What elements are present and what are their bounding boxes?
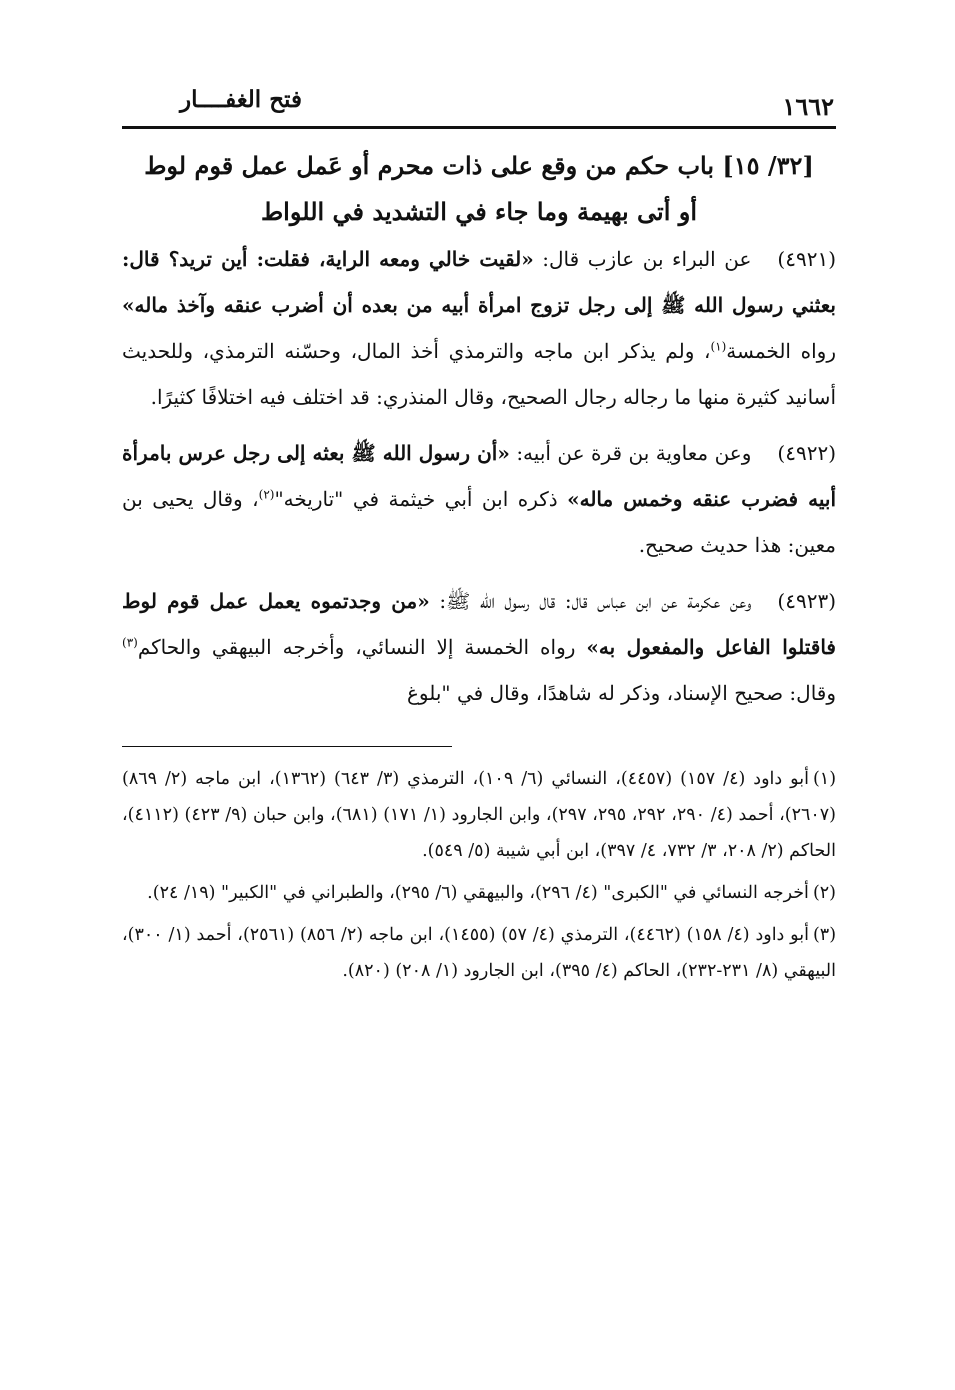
hadith-text: ذكره ابن أبي خيثمة في "تاريخه" — [274, 487, 568, 512]
footnote-2 — [122, 875, 836, 911]
footnote-reference[interactable]: (٣) — [122, 635, 138, 650]
footnote-1 — [122, 761, 836, 869]
hadith-4922 — [122, 430, 836, 568]
footnote-reference[interactable]: (٢) — [258, 487, 275, 502]
page — [122, 80, 836, 995]
hadith-text: رواه الخمسة — [726, 339, 836, 364]
hadith-quote: «أن رسول الله ﷺ بعثه إلى رجل عرس بامرأة أبيه فضرب عنقه وخمس ماله» — [122, 441, 836, 512]
chapter-title-line-1: [٣٢/ ١٥] باب حكم من وقع على ذات محرم أو عَمل عمل قوم لوط — [144, 151, 814, 180]
hadith-text: وقال: صحيح الإسناد، وذكر له شاهدًا، وقال في "بلوغ — [406, 681, 836, 706]
footnote-mark: (٢) — [812, 883, 836, 904]
hadith-quote: «من وجدتموه يعمل عمل قوم لوط فاقتلوا الفاعل والمفعول به» — [122, 589, 836, 660]
hadith-4923 — [122, 578, 836, 716]
hadith-number: (٤٩٢٢) — [777, 441, 836, 466]
chapter-heading — [122, 143, 836, 234]
footnote-text: أبو داود (٤/ ١٥٨) (٤٤٦٢)، الترمذي (٤/ ٥٧) (١٤٥٥)، ابن ماجه (٢/ ٨٥٦) (٢٥٦١)، أحمد (١/ ٣٠٠)، البيهقي (٨/ ٢٣١-٢٣٢)، الحاكم (٤/ ٣٩٥)، ابن الجارود (١/ ٢٠٨) (٨٢٠). — [122, 925, 836, 982]
footnote-separator — [122, 746, 452, 747]
page-header — [122, 80, 836, 129]
hadith-text: رواه الخمسة إلا النسائي، وأخرجه البيهقي والحاكم — [137, 635, 587, 660]
hadith-intro: عن البراء بن عازب قال: — [533, 247, 752, 272]
hadith-quote: «لقيت خالي ومعه الراية، فقلت: أين تريد؟ قال: بعثني رسول الله ﷺ إلى رجل تزوج امرأة أبيه من بعده أن أضرب عنقه وآخذ ماله» — [122, 247, 836, 318]
footnote-text: أخرجه النسائي في "الكبرى" (٤/ ٢٩٦)، والبيهقي (٦/ ٢٩٥)، والطبراني في "الكبير" (١٩/ ٢٤). — [147, 883, 809, 904]
hadith-number: (٤٩٢١) — [777, 247, 836, 272]
hadith-number: (٤٩٢٣) — [777, 589, 836, 614]
hadith-text: ، وقال يحيى بن معين: هذا حديث صحيح. — [122, 487, 836, 558]
footnote-3 — [122, 917, 836, 989]
page-number: ١٦٦٢ — [782, 92, 834, 121]
chapter-title-line-2: أو أتى بهيمة وما جاء في التشديد في اللواط — [260, 196, 698, 226]
footnote-mark: (١) — [812, 769, 837, 790]
hadith-intro: وعن عكرمة عن ابن عباس قال: قال رسول الله ﷺ: — [429, 589, 752, 614]
running-title: فتح الغفــــار — [180, 86, 302, 113]
footnote-text: أبو داود (٤/ ١٥٧) (٤٤٥٧)، النسائي (٦/ ١٠٩)، الترمذي (٣/ ٦٤٣) (١٣٦٢)، ابن ماجه (٢/ ٨٦٩) (٢٦٠٧)، أحمد (٤/ ٢٩٠، ٢٩٢، ٢٩٥، ٢٩٧)، وابن الجارود (١/ ١٧١) (٦٨١)، وابن حبان (٩/ ٤٢٣) (٤١١٢)، الحاكم (٢/ ٢٠٨، ٣/ ٧٣٢، ٤/ ٣٩٧)، ابن أبي شيبة (٥/ ٥٤٩). — [122, 769, 836, 862]
hadith-text: ، ولم يذكر ابن ماجه والترمذي أخذ المال، وحسّنه الترمذي، وللحديث أسانيد كثيرة منها ما رجاله رجال الصحيح، وقال المنذري: قد اختلف فيه اختلافًا كثيرًا. — [122, 339, 836, 410]
footnote-separator-wrap — [122, 726, 836, 761]
footnote-mark: (٣) — [812, 925, 837, 946]
footnote-reference[interactable]: (١) — [710, 339, 727, 354]
hadith-intro: وعن معاوية بن قرة عن أبيه: — [509, 441, 752, 466]
hadith-4921 — [122, 236, 836, 420]
